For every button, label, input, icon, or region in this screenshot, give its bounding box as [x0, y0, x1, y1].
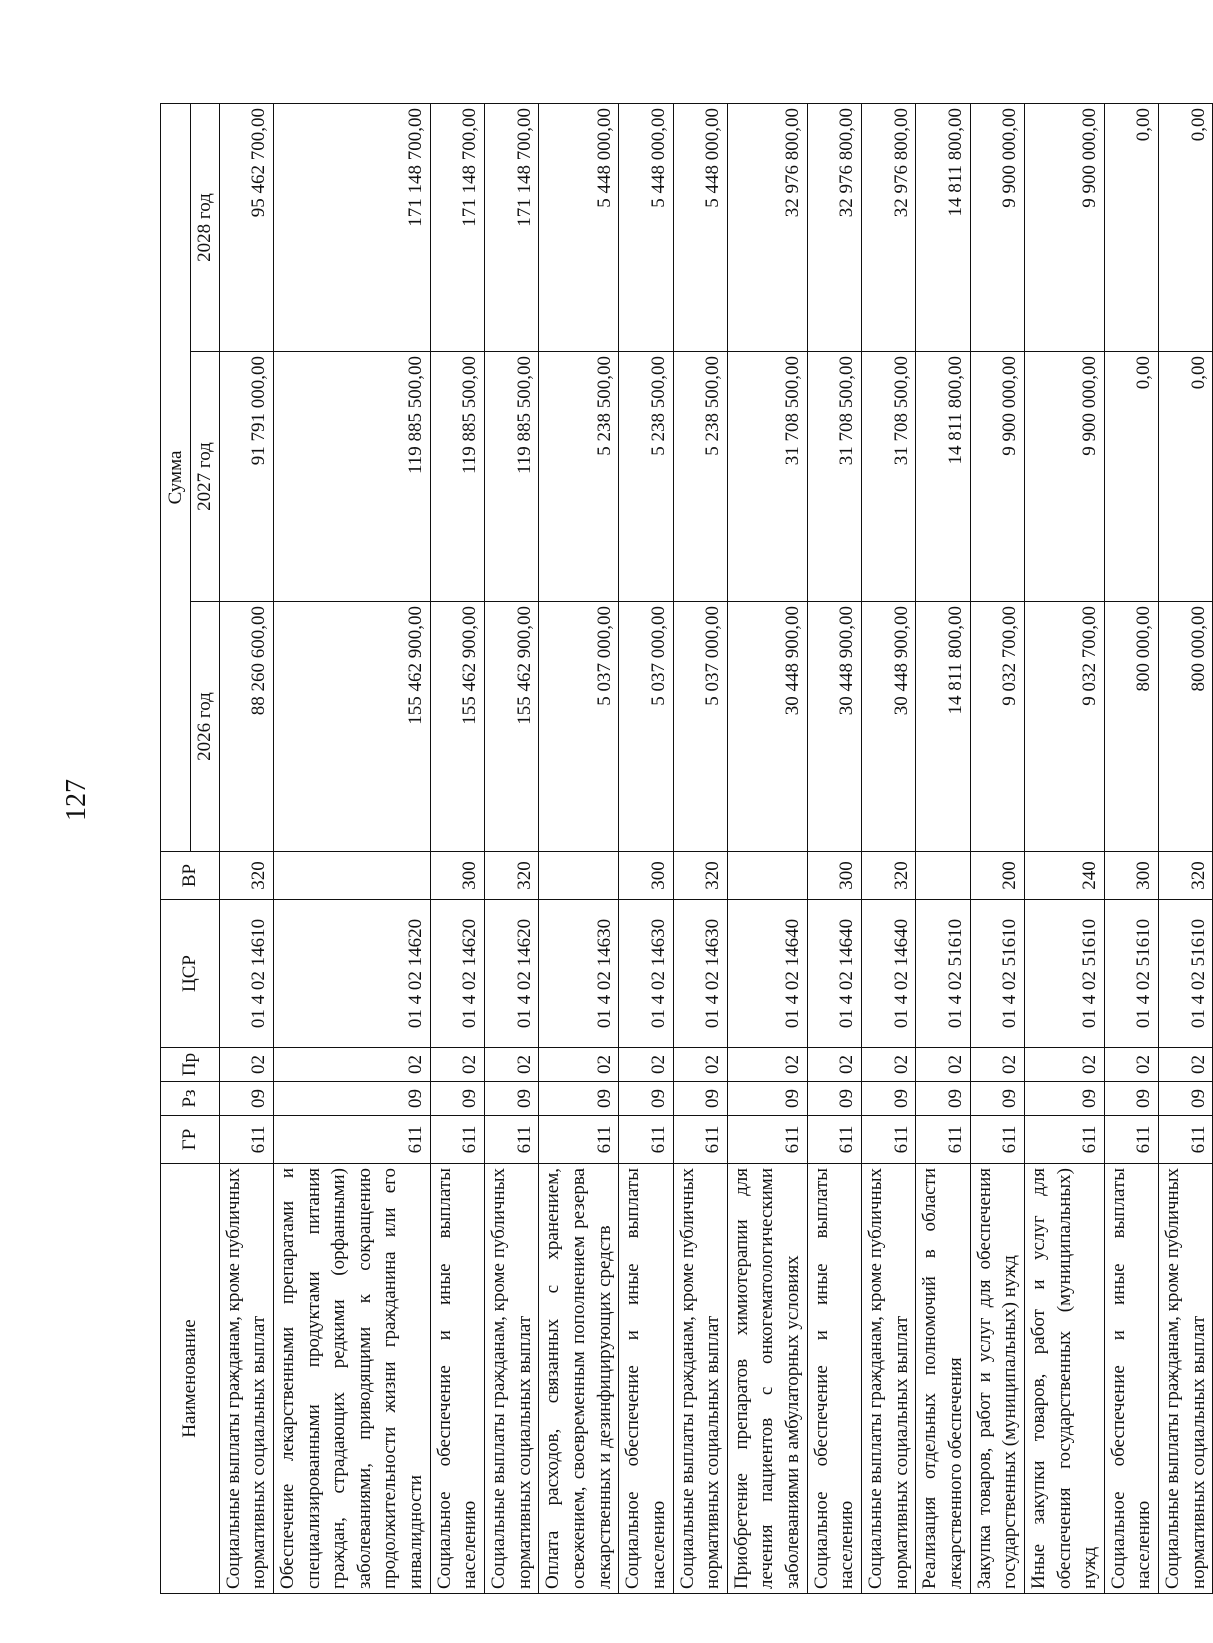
cell-y2028: 171 148 700,00 — [430, 104, 484, 352]
cell-y2026: 88 260 600,00 — [219, 602, 273, 852]
cell-y2026: 30 448 900,00 — [862, 602, 916, 852]
cell-pr: 02 — [862, 1048, 916, 1082]
header-csr: ЦСР — [161, 900, 220, 1048]
cell-y2027: 31 708 500,00 — [862, 352, 916, 602]
header-pr: Пр — [161, 1048, 220, 1082]
cell-name: Обеспечение лекарственными препаратами и специализированными продуктами питания граждан, страдающих редкими (орфанными) заболеваниями, приводящими к сокращению продолжительности жизни гражданина или его инвалидности — [273, 1164, 430, 1594]
cell-csr: 01 4 02 14640 — [807, 900, 861, 1048]
cell-name: Иные закупки товаров, работ и услуг для обеспечения государственных (муниципальных) нужд — [1024, 1164, 1104, 1594]
cell-gr: 611 — [673, 1116, 727, 1164]
table-row — [219, 104, 273, 1594]
cell-rz: 09 — [485, 1082, 539, 1116]
cell-gr: 611 — [485, 1116, 539, 1164]
table-row — [1024, 104, 1104, 1594]
budget-table-rotated — [160, 104, 1209, 1594]
cell-vr — [727, 852, 807, 900]
cell-rz: 09 — [727, 1082, 807, 1116]
cell-name: Социальное обеспечение и иные выплаты населению — [807, 1164, 861, 1594]
cell-vr: 320 — [1159, 852, 1213, 900]
page-number: 127 — [61, 779, 92, 821]
header-2026: 2026 год — [191, 602, 220, 852]
table-row — [970, 104, 1024, 1594]
cell-y2028: 5 448 000,00 — [619, 104, 673, 352]
cell-vr: 320 — [219, 852, 273, 900]
cell-vr: 200 — [970, 852, 1024, 900]
table-row — [807, 104, 861, 1594]
cell-y2028: 32 976 800,00 — [807, 104, 861, 352]
cell-y2028: 0,00 — [1159, 104, 1213, 352]
cell-y2027: 5 238 500,00 — [673, 352, 727, 602]
cell-vr: 300 — [1104, 852, 1158, 900]
header-name: Наименование — [161, 1164, 220, 1594]
table-row — [916, 104, 970, 1594]
header-2028: 2028 год — [191, 104, 220, 352]
cell-name: Социальное обеспечение и иные выплаты населению — [1104, 1164, 1158, 1594]
cell-y2027: 9 900 000,00 — [970, 352, 1024, 602]
cell-name: Закупка товаров, работ и услуг для обеспечения государственных (муниципальных) нужд — [970, 1164, 1024, 1594]
cell-pr: 02 — [619, 1048, 673, 1082]
table-row — [539, 104, 619, 1594]
cell-y2027: 31 708 500,00 — [727, 352, 807, 602]
cell-y2026: 9 032 700,00 — [970, 602, 1024, 852]
cell-vr: 300 — [807, 852, 861, 900]
cell-gr: 611 — [807, 1116, 861, 1164]
cell-y2026: 155 462 900,00 — [430, 602, 484, 852]
cell-y2027: 5 238 500,00 — [619, 352, 673, 602]
cell-vr: 320 — [485, 852, 539, 900]
cell-pr: 02 — [1104, 1048, 1158, 1082]
cell-y2028: 0,00 — [1104, 104, 1158, 352]
cell-rz: 09 — [862, 1082, 916, 1116]
table-row — [727, 104, 807, 1594]
cell-csr: 01 4 02 51610 — [916, 900, 970, 1048]
cell-y2028: 5 448 000,00 — [539, 104, 619, 352]
cell-y2026: 30 448 900,00 — [727, 602, 807, 852]
cell-y2026: 5 037 000,00 — [619, 602, 673, 852]
cell-vr: 320 — [862, 852, 916, 900]
cell-name: Социальные выплаты гражданам, кроме публичных нормативных социальных выплат — [219, 1164, 273, 1594]
cell-gr: 611 — [273, 1116, 430, 1164]
cell-rz: 09 — [219, 1082, 273, 1116]
cell-y2026: 155 462 900,00 — [485, 602, 539, 852]
cell-rz: 09 — [807, 1082, 861, 1116]
table-row — [862, 104, 916, 1594]
cell-rz: 09 — [273, 1082, 430, 1116]
cell-csr: 01 4 02 14640 — [862, 900, 916, 1048]
cell-gr: 611 — [430, 1116, 484, 1164]
cell-vr — [539, 852, 619, 900]
cell-vr — [273, 852, 430, 900]
cell-y2028: 32 976 800,00 — [727, 104, 807, 352]
cell-y2026: 800 000,00 — [1159, 602, 1213, 852]
header-rz: Рз — [161, 1082, 220, 1116]
header-sum: Сумма — [161, 104, 191, 852]
cell-y2026: 5 037 000,00 — [673, 602, 727, 852]
cell-y2026: 9 032 700,00 — [1024, 602, 1104, 852]
cell-csr: 01 4 02 51610 — [1024, 900, 1104, 1048]
cell-y2027: 119 885 500,00 — [273, 352, 430, 602]
cell-gr: 611 — [219, 1116, 273, 1164]
cell-csr: 01 4 02 14620 — [273, 900, 430, 1048]
cell-rz: 09 — [1024, 1082, 1104, 1116]
cell-rz: 09 — [430, 1082, 484, 1116]
cell-csr: 01 4 02 14620 — [430, 900, 484, 1048]
cell-rz: 09 — [970, 1082, 1024, 1116]
cell-name: Социальное обеспечение и иные выплаты населению — [619, 1164, 673, 1594]
cell-gr: 611 — [862, 1116, 916, 1164]
cell-rz: 09 — [673, 1082, 727, 1116]
cell-pr: 02 — [539, 1048, 619, 1082]
table-row — [273, 104, 430, 1594]
cell-y2026: 800 000,00 — [1104, 602, 1158, 852]
cell-name: Социальные выплаты гражданам, кроме публичных нормативных социальных выплат — [673, 1164, 727, 1594]
cell-pr: 02 — [1159, 1048, 1213, 1082]
cell-pr: 02 — [1024, 1048, 1104, 1082]
cell-csr: 01 4 02 51610 — [970, 900, 1024, 1048]
cell-y2028: 9 900 000,00 — [1024, 104, 1104, 352]
cell-pr: 02 — [219, 1048, 273, 1082]
header-gr: ГР — [161, 1116, 220, 1164]
cell-gr: 611 — [619, 1116, 673, 1164]
cell-gr: 611 — [727, 1116, 807, 1164]
header-vr: ВР — [161, 852, 220, 900]
cell-name: Реализация отдельных полномочий в области лекарственного обеспечения — [916, 1164, 970, 1594]
cell-y2026: 155 462 900,00 — [273, 602, 430, 852]
table-row — [1104, 104, 1158, 1594]
cell-name: Социальные выплаты гражданам, кроме публичных нормативных социальных выплат — [485, 1164, 539, 1594]
cell-gr: 611 — [1104, 1116, 1158, 1164]
cell-pr: 02 — [916, 1048, 970, 1082]
cell-pr: 02 — [673, 1048, 727, 1082]
cell-gr: 611 — [970, 1116, 1024, 1164]
cell-vr — [916, 852, 970, 900]
header-2027: 2027 год — [191, 352, 220, 602]
cell-gr: 611 — [1159, 1116, 1213, 1164]
cell-y2026: 5 037 000,00 — [539, 602, 619, 852]
cell-y2027: 119 885 500,00 — [430, 352, 484, 602]
cell-rz: 09 — [1159, 1082, 1213, 1116]
cell-pr: 02 — [485, 1048, 539, 1082]
cell-y2028: 95 462 700,00 — [219, 104, 273, 352]
cell-pr: 02 — [273, 1048, 430, 1082]
cell-csr: 01 4 02 14630 — [619, 900, 673, 1048]
cell-gr: 611 — [539, 1116, 619, 1164]
cell-y2026: 30 448 900,00 — [807, 602, 861, 852]
cell-vr: 240 — [1024, 852, 1104, 900]
cell-y2028: 14 811 800,00 — [916, 104, 970, 352]
cell-y2028: 171 148 700,00 — [273, 104, 430, 352]
cell-y2027: 31 708 500,00 — [807, 352, 861, 602]
cell-rz: 09 — [619, 1082, 673, 1116]
table-row — [1159, 104, 1213, 1594]
cell-csr: 01 4 02 14630 — [539, 900, 619, 1048]
cell-csr: 01 4 02 51610 — [1159, 900, 1213, 1048]
cell-rz: 09 — [539, 1082, 619, 1116]
table-row — [673, 104, 727, 1594]
cell-csr: 01 4 02 14630 — [673, 900, 727, 1048]
cell-csr: 01 4 02 14640 — [727, 900, 807, 1048]
cell-pr: 02 — [430, 1048, 484, 1082]
cell-rz: 09 — [1104, 1082, 1158, 1116]
cell-pr: 02 — [807, 1048, 861, 1082]
table-row — [485, 104, 539, 1594]
cell-pr: 02 — [727, 1048, 807, 1082]
cell-y2027: 91 791 000,00 — [219, 352, 273, 602]
cell-y2028: 9 900 000,00 — [970, 104, 1024, 352]
table-body — [219, 104, 1213, 1594]
cell-y2027: 119 885 500,00 — [485, 352, 539, 602]
cell-gr: 611 — [916, 1116, 970, 1164]
cell-gr: 611 — [1024, 1116, 1104, 1164]
cell-y2027: 0,00 — [1104, 352, 1158, 602]
cell-y2027: 9 900 000,00 — [1024, 352, 1104, 602]
cell-vr: 300 — [430, 852, 484, 900]
cell-csr: 01 4 02 51610 — [1104, 900, 1158, 1048]
cell-vr: 320 — [673, 852, 727, 900]
cell-y2027: 14 811 800,00 — [916, 352, 970, 602]
table-row — [619, 104, 673, 1594]
cell-name: Оплата расходов, связанных с хранением, освежением, своевременным пополнением резерва лекарственных и дезинфицирующих средств — [539, 1164, 619, 1594]
cell-y2028: 5 448 000,00 — [673, 104, 727, 352]
cell-y2027: 5 238 500,00 — [539, 352, 619, 602]
cell-vr: 300 — [619, 852, 673, 900]
cell-name: Социальные выплаты гражданам, кроме публичных нормативных социальных выплат — [1159, 1164, 1213, 1594]
cell-pr: 02 — [970, 1048, 1024, 1082]
cell-y2026: 14 811 800,00 — [916, 602, 970, 852]
table-row — [430, 104, 484, 1594]
cell-y2027: 0,00 — [1159, 352, 1213, 602]
budget-table — [160, 103, 1213, 1594]
cell-name: Социальные выплаты гражданам, кроме публичных нормативных социальных выплат — [862, 1164, 916, 1594]
cell-csr: 01 4 02 14620 — [485, 900, 539, 1048]
cell-rz: 09 — [916, 1082, 970, 1116]
cell-y2028: 32 976 800,00 — [862, 104, 916, 352]
cell-name: Приобретение препаратов химиотерапии для лечения пациентов с онкогематологическими заболеваниями в амбулаторных условиях — [727, 1164, 807, 1594]
cell-y2028: 171 148 700,00 — [485, 104, 539, 352]
cell-csr: 01 4 02 14610 — [219, 900, 273, 1048]
cell-name: Социальное обеспечение и иные выплаты населению — [430, 1164, 484, 1594]
